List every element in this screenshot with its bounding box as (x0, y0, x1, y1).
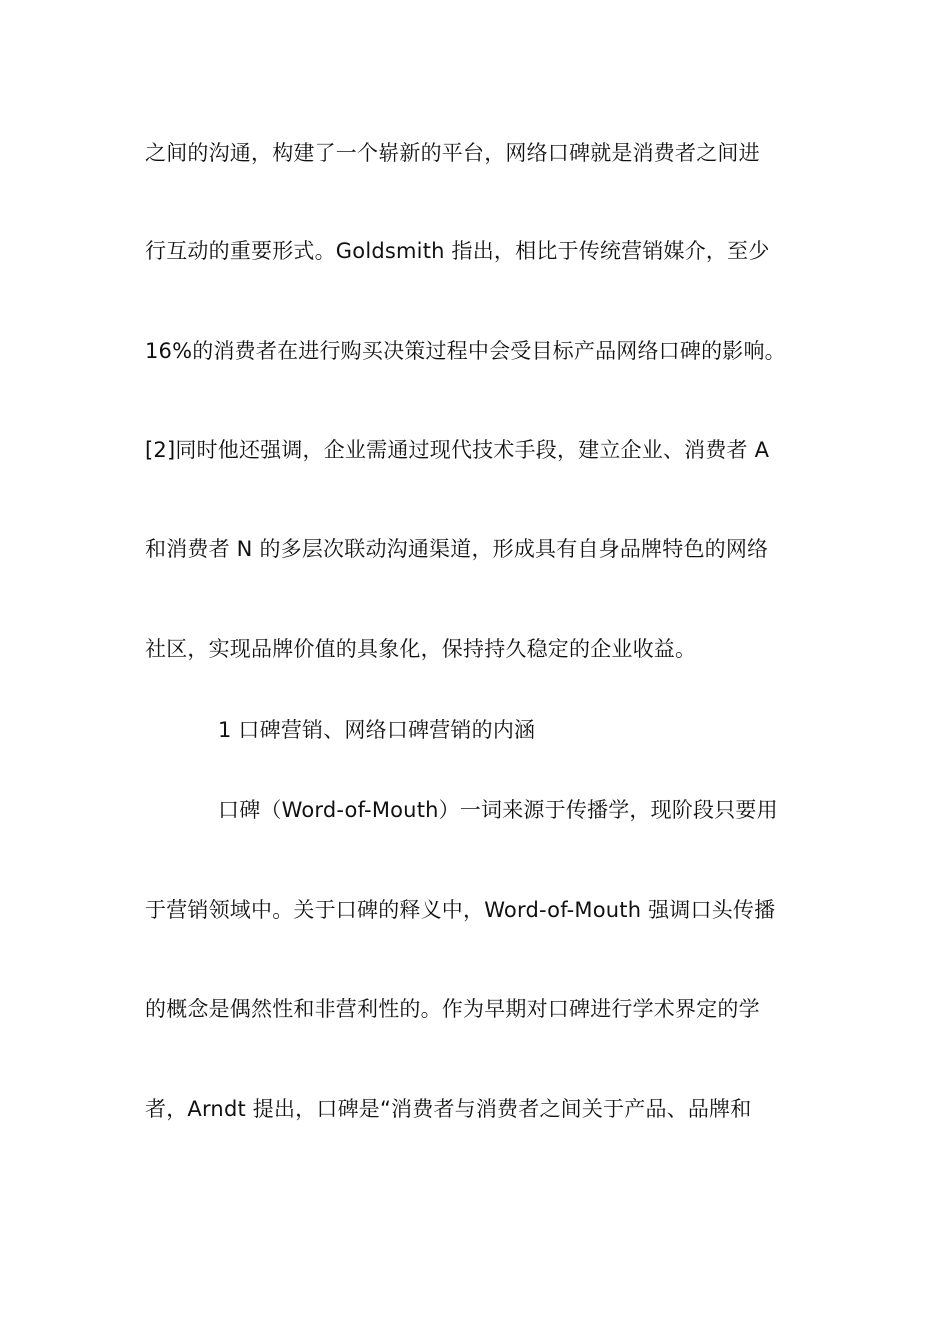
paragraph-line-3: 16%的消费者在进行购买决策过程中会受目标产品网络口碑的影响。 (145, 339, 786, 363)
paragraph-line-10: 者，Arndt 提出，口碑是“消费者与消费者之间关于产品、品牌和 (145, 1097, 752, 1121)
paragraph-line-1: 之间的沟通，构建了一个崭新的平台，网络口碑就是消费者之间进 (145, 141, 760, 165)
paragraph-line-2: 行互动的重要形式。Goldsmith 指出，相比于传统营销媒介，至少 (145, 239, 770, 263)
paragraph-line-4: [2]同时他还强调，企业需通过现代技术手段，建立企业、消费者 A (145, 438, 770, 462)
paragraph-line-8: 于营销领域中。关于口碑的释义中，Word-of-Mouth 强调口头传播 (145, 898, 776, 922)
paragraph-line-7: 口碑（Word-of-Mouth）一词来源于传播学，现阶段只要用 (218, 798, 778, 822)
paragraph-line-6: 社区，实现品牌价值的具象化，保持持久稳定的企业收益。 (145, 637, 697, 661)
paragraph-line-9: 的概念是偶然性和非营利性的。作为早期对口碑进行学术界定的学 (145, 997, 760, 1021)
paragraph-line-5: 和消费者 N 的多层次联动沟通渠道，形成具有自身品牌特色的网络 (145, 537, 769, 561)
section-heading: 1 口碑营销、网络口碑营销的内涵 (218, 718, 536, 742)
